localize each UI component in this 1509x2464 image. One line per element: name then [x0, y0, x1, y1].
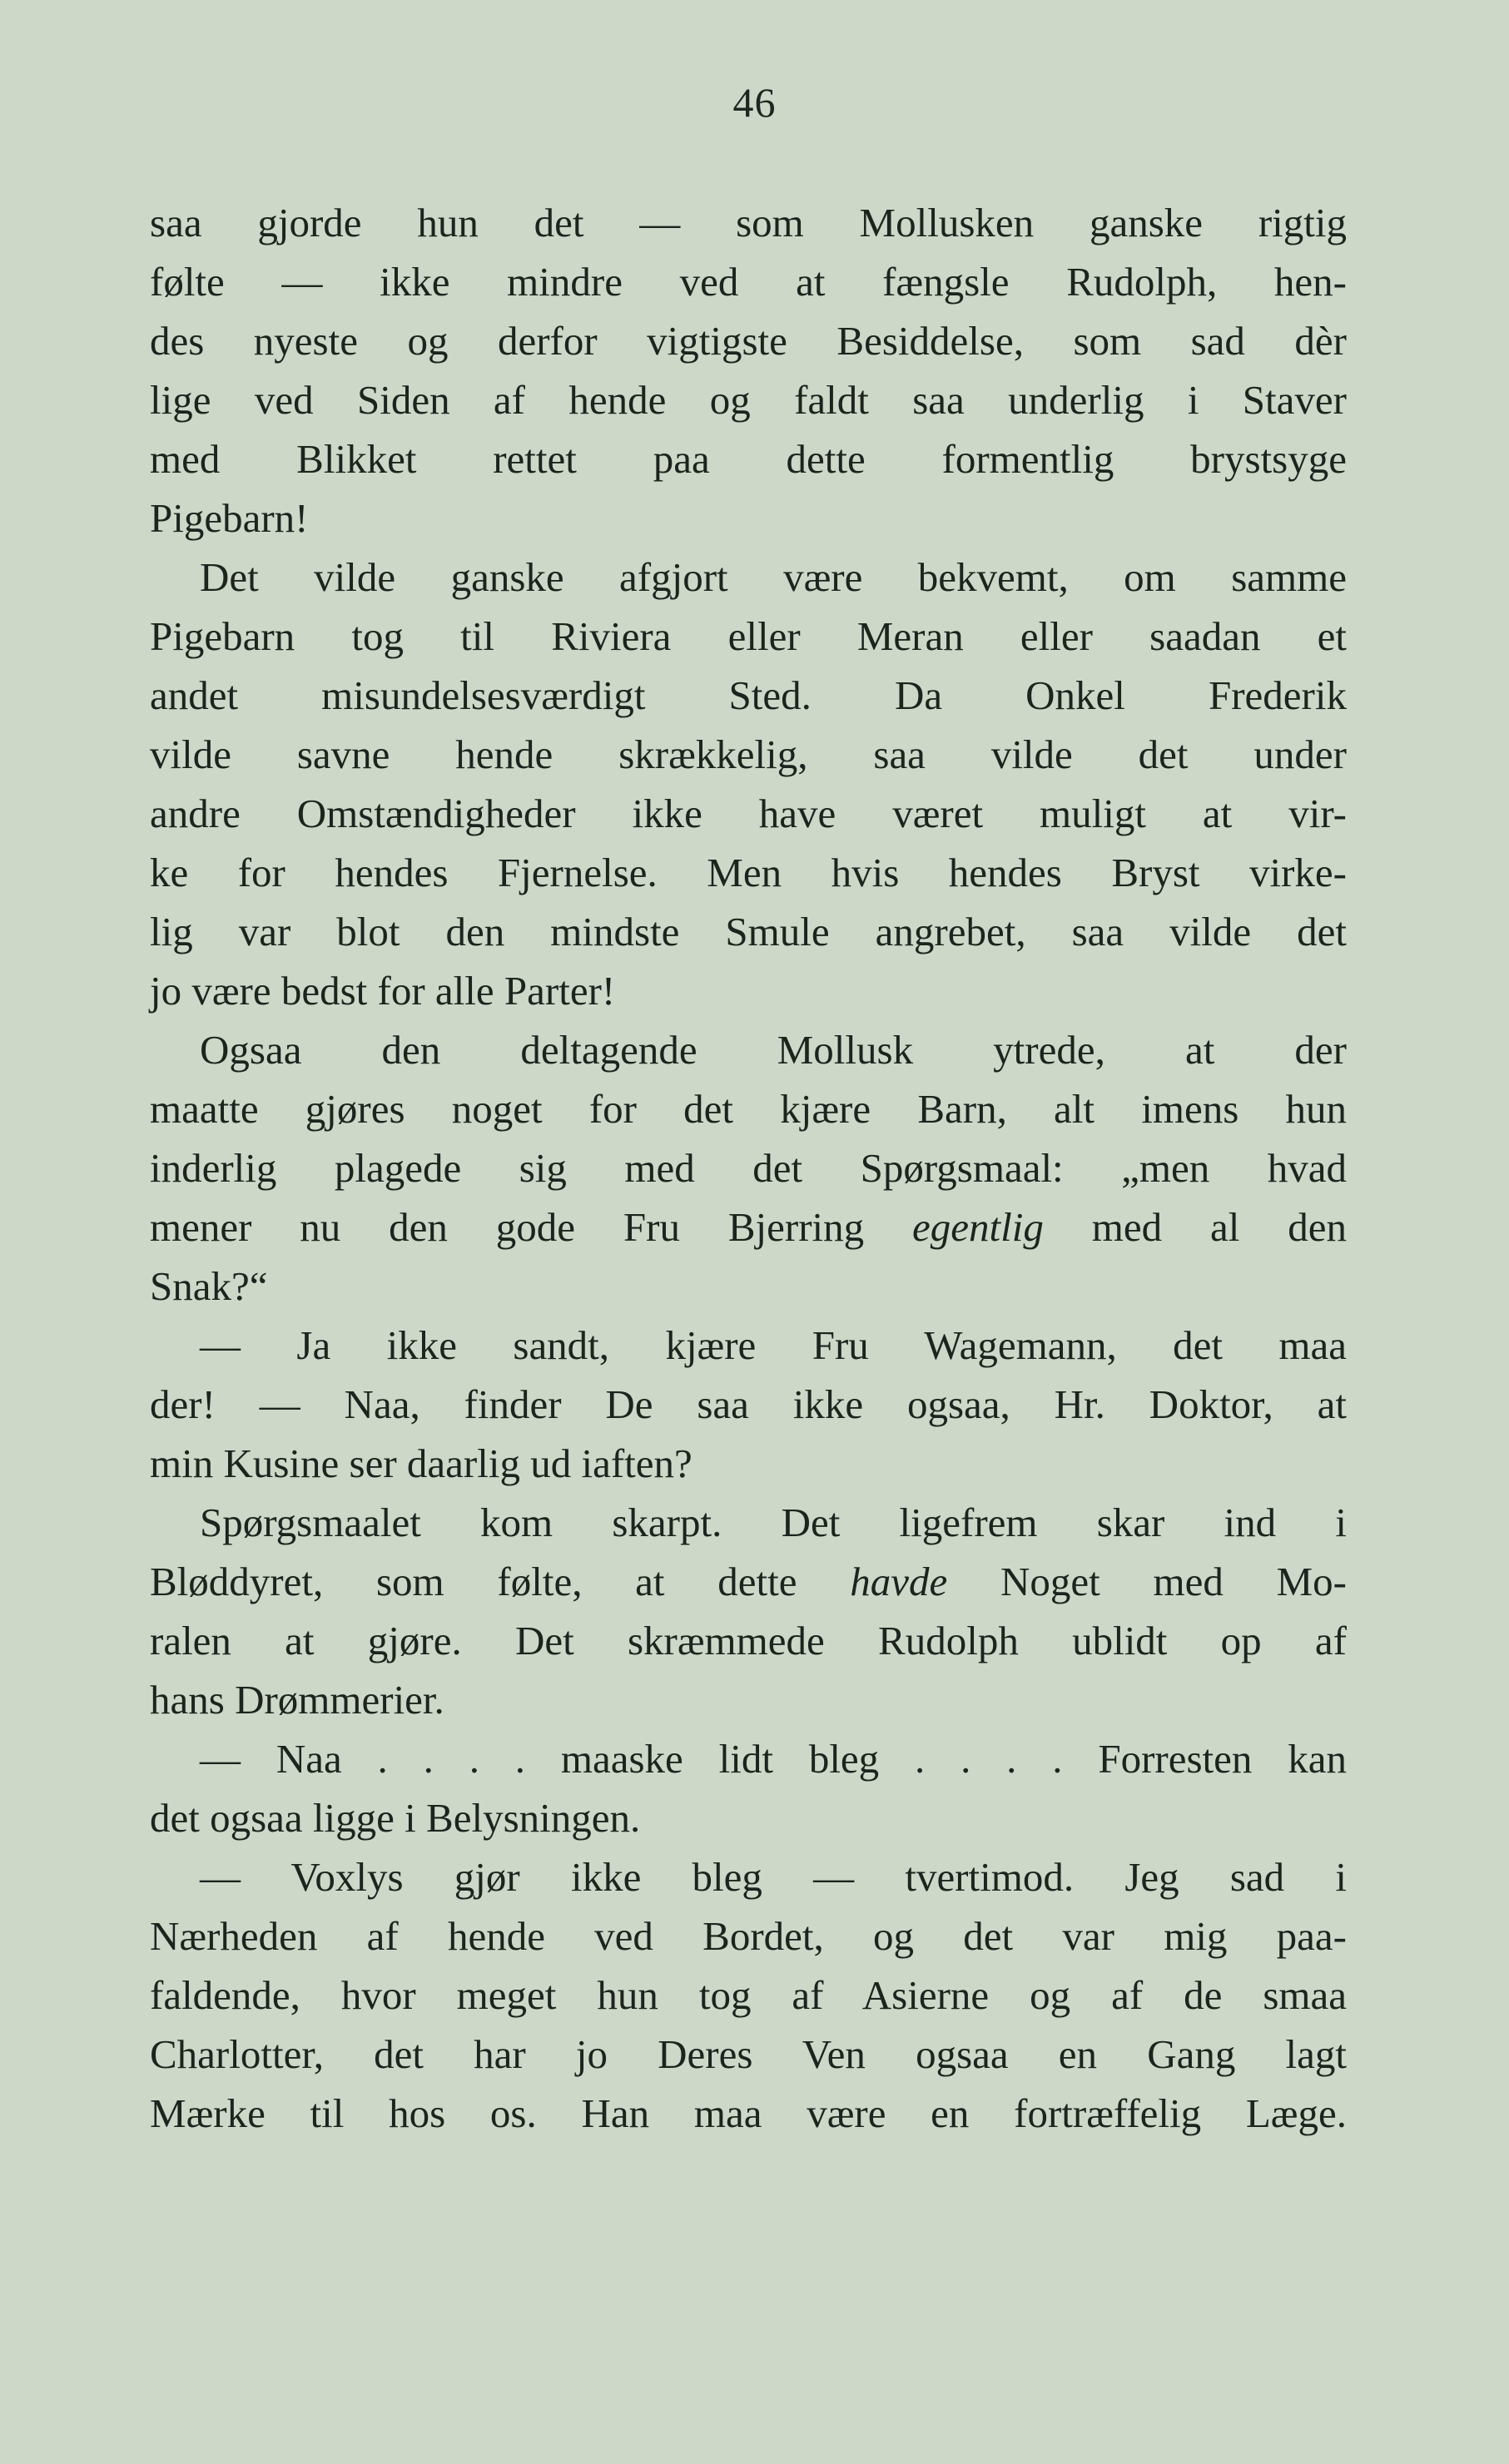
text-line: — Ja ikke sandt, kjære Fru Wagemann, det maa: [200, 1322, 1347, 1368]
italic-word: havde: [850, 1559, 948, 1604]
text-line: inderlig plagede sig med det Spørgsmaal: „men hvad: [150, 1145, 1347, 1191]
text-line: [150, 1197, 1347, 1257]
text-line: Mærke til hos os. Han maa være en fortræffelig Læge.: [150, 2090, 1347, 2136]
text-line: faldende, hvor meget hun tog af Asierne og af de smaa: [150, 1972, 1347, 2018]
text-line: saa gjorde hun det — som Mollusken ganske rigtig: [150, 200, 1347, 245]
text-line: der! — Naa, finder De saa ikke ogsaa, Hr. Doktor, at: [150, 1381, 1347, 1427]
text-line: ralen at gjøre. Det skræmmede Rudolph ublidt op af: [150, 1618, 1347, 1663]
text-line: des nyeste og derfor vigtigste Besiddelse, som sad dèr: [150, 318, 1347, 364]
text-line: Pigebarn!: [150, 495, 309, 541]
text-line: Spørgsmaalet kom skarpt. Det ligefrem skar ind i: [200, 1500, 1347, 1545]
text-line: Nærheden af hende ved Bordet, og det var mig paa-: [150, 1913, 1347, 1959]
text-line: vilde savne hende skrækkelig, saa vilde det under: [150, 731, 1347, 777]
italic-word: egentlig: [912, 1204, 1044, 1250]
text-line: Charlotter, det har jo Deres Ven ogsaa en Gang lagt: [150, 2031, 1347, 2077]
body-text: [150, 193, 1347, 2143]
text-line: min Kusine ser daarlig ud iaften?: [150, 1440, 692, 1486]
text-segment: med al den: [1043, 1204, 1347, 1250]
text-line: det ogsaa ligge i Belysningen.: [150, 1795, 641, 1841]
text-line: Det vilde ganske afgjort være bekvemt, om samme: [200, 554, 1347, 600]
text-segment: mener nu den gode Fru Bjerring: [150, 1204, 913, 1250]
text-line: Ogsaa den deltagende Mollusk ytrede, at der: [200, 1027, 1347, 1073]
text-line: andre Omstændigheder ikke have været muligt at vir-: [150, 791, 1347, 836]
text-segment: Bløddyret, som følte, at dette: [150, 1559, 851, 1604]
text-line: [150, 1552, 1347, 1611]
text-line: — Voxlys gjør ikke bleg — tvertimod. Jeg sad i: [200, 1854, 1347, 1900]
page-number: 46: [732, 79, 777, 126]
text-line: Pigebarn tog til Riviera eller Meran eller saadan et: [150, 613, 1347, 659]
text-line: følte — ikke mindre ved at fængsle Rudolph, hen-: [150, 259, 1347, 305]
text-line: — Naa . . . . maaske lidt bleg . . . . Forresten kan: [200, 1736, 1347, 1782]
text-line: jo være bedst for alle Parter!: [150, 968, 616, 1014]
text-line: med Blikket rettet paa dette formentlig brystsyge: [150, 436, 1347, 482]
text-line: lig var blot den mindste Smule angrebet, saa vilde det: [150, 909, 1347, 954]
text-segment: Noget med Mo-: [947, 1559, 1347, 1604]
text-line: ke for hendes Fjernelse. Men hvis hendes Bryst virke-: [150, 850, 1347, 895]
text-line: maatte gjøres noget for det kjære Barn, alt imens hun: [150, 1086, 1347, 1132]
text-line: andet misundelsesværdigt Sted. Da Onkel Frederik: [150, 672, 1347, 718]
text-line: lige ved Siden af hende og faldt saa underlig i Staver: [150, 377, 1347, 423]
text-line: hans Drømmerier.: [150, 1677, 444, 1723]
text-line: Snak?“: [150, 1263, 268, 1309]
